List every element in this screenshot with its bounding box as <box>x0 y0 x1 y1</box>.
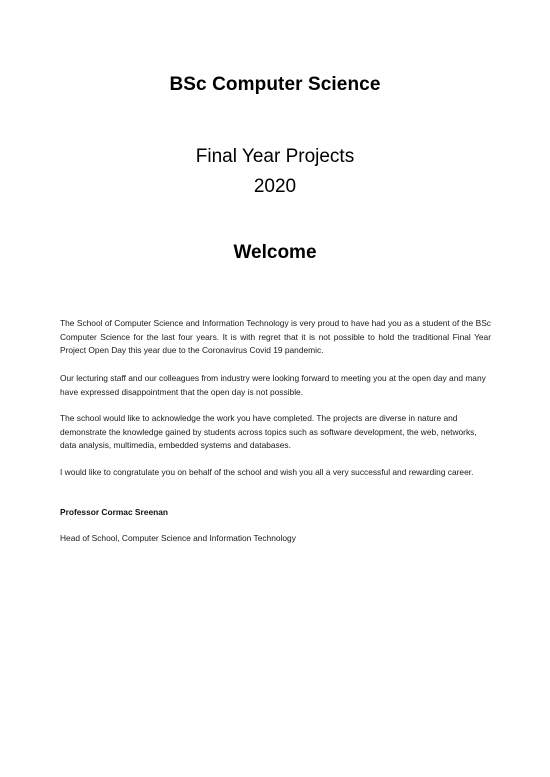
welcome-heading: Welcome <box>233 242 317 263</box>
document-year: 2020 <box>253 176 297 197</box>
signatory-name: Professor Cormac Sreenan <box>60 507 168 517</box>
projects-paragraph: The school would like to acknowledge the work you have completed. The projects are diverse in nature and demonstrate the knowledge gained by students across topics such as software development, the web, networks, data analysis, multimedia, embedded systems and databases. <box>60 413 477 451</box>
signatory-title: Head of School, Computer Science and Information Technology <box>60 533 296 543</box>
intro-paragraph: The School of Computer Science and Information Technology is very proud to have had you as a student of the BSc Computer Science for the last four years. It is with regret that it is not possible to hold the traditional Final Year Project Open Day this year due to the Coronavirus Covid 19 pandemic. <box>60 318 491 356</box>
document-subtitle: Final Year Projects <box>195 146 355 167</box>
staff-paragraph: Our lecturing staff and our colleagues from industry were looking forward to meeting you at the open day and many have expressed disappointment that the open day is not possible. <box>60 373 486 397</box>
document-title: BSc Computer Science <box>169 74 381 95</box>
congratulations-paragraph: I would like to congratulate you on behalf of the school and wish you all a very successful and rewarding career. <box>60 467 474 477</box>
